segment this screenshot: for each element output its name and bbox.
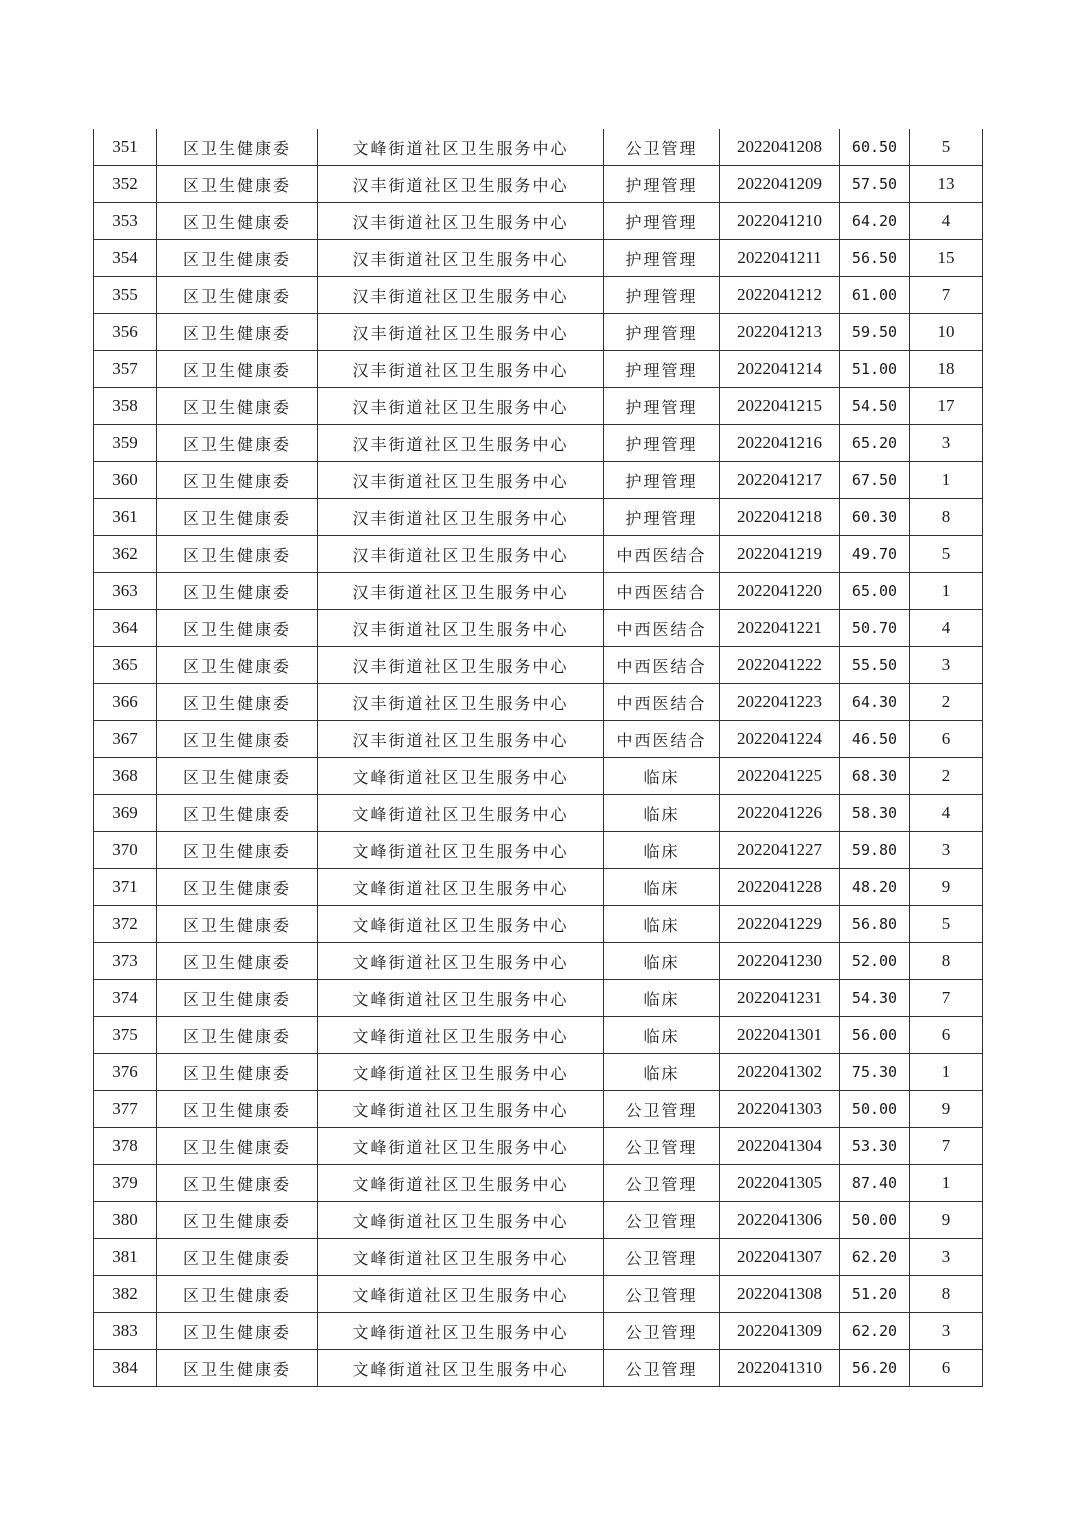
exam-number-cell: 2022041308 xyxy=(720,1276,840,1313)
seq-cell: 379 xyxy=(94,1165,157,1202)
exam-number-cell: 2022041210 xyxy=(720,203,840,240)
seq-cell: 355 xyxy=(94,277,157,314)
position-cell: 临床 xyxy=(604,869,720,906)
position-cell: 临床 xyxy=(604,980,720,1017)
department-cell: 区卫生健康委 xyxy=(157,1239,318,1276)
exam-number-cell: 2022041305 xyxy=(720,1165,840,1202)
seq-cell: 368 xyxy=(94,758,157,795)
table-row xyxy=(94,1165,983,1202)
department-cell: 区卫生健康委 xyxy=(157,351,318,388)
seq-cell: 367 xyxy=(94,721,157,758)
exam-number-cell: 2022041301 xyxy=(720,1017,840,1054)
rank-cell: 2 xyxy=(910,684,983,721)
department-cell: 区卫生健康委 xyxy=(157,980,318,1017)
rank-cell: 9 xyxy=(910,869,983,906)
rank-cell: 6 xyxy=(910,1017,983,1054)
seq-cell: 373 xyxy=(94,943,157,980)
department-cell: 区卫生健康委 xyxy=(157,1276,318,1313)
exam-number-cell: 2022041223 xyxy=(720,684,840,721)
rank-cell: 9 xyxy=(910,1202,983,1239)
exam-number-cell: 2022041208 xyxy=(720,129,840,166)
seq-cell: 356 xyxy=(94,314,157,351)
table-row xyxy=(94,1017,983,1054)
score-cell: 62.20 xyxy=(840,1239,910,1276)
table-row xyxy=(94,795,983,832)
score-cell: 55.50 xyxy=(840,647,910,684)
seq-cell: 370 xyxy=(94,832,157,869)
score-cell: 60.30 xyxy=(840,499,910,536)
exam-number-cell: 2022041219 xyxy=(720,536,840,573)
unit-cell: 汉丰街道社区卫生服务中心 xyxy=(318,721,604,758)
results-sheet xyxy=(93,129,982,1387)
position-cell: 护理管理 xyxy=(604,351,720,388)
score-cell: 52.00 xyxy=(840,943,910,980)
position-cell: 临床 xyxy=(604,758,720,795)
position-cell: 公卫管理 xyxy=(604,1091,720,1128)
rank-cell: 2 xyxy=(910,758,983,795)
unit-cell: 文峰街道社区卫生服务中心 xyxy=(318,943,604,980)
unit-cell: 汉丰街道社区卫生服务中心 xyxy=(318,610,604,647)
exam-number-cell: 2022041306 xyxy=(720,1202,840,1239)
seq-cell: 357 xyxy=(94,351,157,388)
rank-cell: 17 xyxy=(910,388,983,425)
rank-cell: 5 xyxy=(910,129,983,166)
rank-cell: 13 xyxy=(910,166,983,203)
score-cell: 53.30 xyxy=(840,1128,910,1165)
unit-cell: 汉丰街道社区卫生服务中心 xyxy=(318,684,604,721)
seq-cell: 377 xyxy=(94,1091,157,1128)
unit-cell: 汉丰街道社区卫生服务中心 xyxy=(318,573,604,610)
department-cell: 区卫生健康委 xyxy=(157,906,318,943)
seq-cell: 352 xyxy=(94,166,157,203)
position-cell: 中西医结合 xyxy=(604,647,720,684)
seq-cell: 360 xyxy=(94,462,157,499)
table-row xyxy=(94,573,983,610)
score-cell: 54.30 xyxy=(840,980,910,1017)
score-cell: 50.00 xyxy=(840,1202,910,1239)
department-cell: 区卫生健康委 xyxy=(157,166,318,203)
exam-number-cell: 2022041213 xyxy=(720,314,840,351)
rank-cell: 18 xyxy=(910,351,983,388)
exam-number-cell: 2022041224 xyxy=(720,721,840,758)
department-cell: 区卫生健康委 xyxy=(157,314,318,351)
seq-cell: 361 xyxy=(94,499,157,536)
score-cell: 58.30 xyxy=(840,795,910,832)
department-cell: 区卫生健康委 xyxy=(157,388,318,425)
position-cell: 公卫管理 xyxy=(604,1128,720,1165)
unit-cell: 文峰街道社区卫生服务中心 xyxy=(318,832,604,869)
score-cell: 65.00 xyxy=(840,573,910,610)
seq-cell: 362 xyxy=(94,536,157,573)
seq-cell: 384 xyxy=(94,1350,157,1387)
table-row xyxy=(94,943,983,980)
department-cell: 区卫生健康委 xyxy=(157,832,318,869)
score-cell: 61.00 xyxy=(840,277,910,314)
position-cell: 中西医结合 xyxy=(604,721,720,758)
unit-cell: 文峰街道社区卫生服务中心 xyxy=(318,980,604,1017)
position-cell: 中西医结合 xyxy=(604,536,720,573)
table-row xyxy=(94,129,983,166)
seq-cell: 378 xyxy=(94,1128,157,1165)
exam-number-cell: 2022041214 xyxy=(720,351,840,388)
seq-cell: 381 xyxy=(94,1239,157,1276)
rank-cell: 3 xyxy=(910,1239,983,1276)
table-row xyxy=(94,388,983,425)
score-cell: 49.70 xyxy=(840,536,910,573)
table-row xyxy=(94,1350,983,1387)
exam-number-cell: 2022041225 xyxy=(720,758,840,795)
seq-cell: 358 xyxy=(94,388,157,425)
unit-cell: 汉丰街道社区卫生服务中心 xyxy=(318,240,604,277)
seq-cell: 354 xyxy=(94,240,157,277)
position-cell: 护理管理 xyxy=(604,499,720,536)
seq-cell: 380 xyxy=(94,1202,157,1239)
rank-cell: 4 xyxy=(910,610,983,647)
results-table-body xyxy=(94,129,983,1387)
table-row xyxy=(94,869,983,906)
department-cell: 区卫生健康委 xyxy=(157,721,318,758)
rank-cell: 6 xyxy=(910,721,983,758)
rank-cell: 9 xyxy=(910,1091,983,1128)
rank-cell: 7 xyxy=(910,980,983,1017)
department-cell: 区卫生健康委 xyxy=(157,1017,318,1054)
unit-cell: 文峰街道社区卫生服务中心 xyxy=(318,1017,604,1054)
score-cell: 62.20 xyxy=(840,1313,910,1350)
table-row xyxy=(94,351,983,388)
seq-cell: 372 xyxy=(94,906,157,943)
exam-number-cell: 2022041211 xyxy=(720,240,840,277)
rank-cell: 4 xyxy=(910,795,983,832)
score-cell: 56.50 xyxy=(840,240,910,277)
table-row xyxy=(94,1091,983,1128)
exam-number-cell: 2022041221 xyxy=(720,610,840,647)
score-cell: 59.50 xyxy=(840,314,910,351)
score-cell: 56.00 xyxy=(840,1017,910,1054)
table-row xyxy=(94,277,983,314)
position-cell: 护理管理 xyxy=(604,314,720,351)
department-cell: 区卫生健康委 xyxy=(157,1202,318,1239)
seq-cell: 383 xyxy=(94,1313,157,1350)
seq-cell: 371 xyxy=(94,869,157,906)
rank-cell: 3 xyxy=(910,1313,983,1350)
position-cell: 中西医结合 xyxy=(604,684,720,721)
unit-cell: 汉丰街道社区卫生服务中心 xyxy=(318,499,604,536)
position-cell: 护理管理 xyxy=(604,425,720,462)
exam-number-cell: 2022041216 xyxy=(720,425,840,462)
score-cell: 56.20 xyxy=(840,1350,910,1387)
rank-cell: 1 xyxy=(910,573,983,610)
seq-cell: 369 xyxy=(94,795,157,832)
exam-number-cell: 2022041229 xyxy=(720,906,840,943)
table-row xyxy=(94,1313,983,1350)
position-cell: 公卫管理 xyxy=(604,1313,720,1350)
department-cell: 区卫生健康委 xyxy=(157,203,318,240)
position-cell: 护理管理 xyxy=(604,166,720,203)
unit-cell: 汉丰街道社区卫生服务中心 xyxy=(318,647,604,684)
seq-cell: 374 xyxy=(94,980,157,1017)
unit-cell: 文峰街道社区卫生服务中心 xyxy=(318,1239,604,1276)
unit-cell: 文峰街道社区卫生服务中心 xyxy=(318,1165,604,1202)
exam-number-cell: 2022041309 xyxy=(720,1313,840,1350)
rank-cell: 1 xyxy=(910,1165,983,1202)
table-row xyxy=(94,1276,983,1313)
department-cell: 区卫生健康委 xyxy=(157,869,318,906)
unit-cell: 文峰街道社区卫生服务中心 xyxy=(318,1276,604,1313)
table-row xyxy=(94,1202,983,1239)
table-row xyxy=(94,462,983,499)
position-cell: 公卫管理 xyxy=(604,1276,720,1313)
exam-number-cell: 2022041209 xyxy=(720,166,840,203)
rank-cell: 1 xyxy=(910,462,983,499)
score-cell: 51.00 xyxy=(840,351,910,388)
rank-cell: 3 xyxy=(910,647,983,684)
position-cell: 临床 xyxy=(604,832,720,869)
department-cell: 区卫生健康委 xyxy=(157,795,318,832)
department-cell: 区卫生健康委 xyxy=(157,1350,318,1387)
table-row xyxy=(94,906,983,943)
table-row xyxy=(94,1239,983,1276)
score-cell: 75.30 xyxy=(840,1054,910,1091)
position-cell: 护理管理 xyxy=(604,462,720,499)
unit-cell: 汉丰街道社区卫生服务中心 xyxy=(318,388,604,425)
rank-cell: 5 xyxy=(910,536,983,573)
unit-cell: 文峰街道社区卫生服务中心 xyxy=(318,129,604,166)
seq-cell: 382 xyxy=(94,1276,157,1313)
table-row xyxy=(94,832,983,869)
seq-cell: 359 xyxy=(94,425,157,462)
exam-number-cell: 2022041303 xyxy=(720,1091,840,1128)
seq-cell: 365 xyxy=(94,647,157,684)
unit-cell: 文峰街道社区卫生服务中心 xyxy=(318,906,604,943)
exam-number-cell: 2022041230 xyxy=(720,943,840,980)
score-cell: 64.30 xyxy=(840,684,910,721)
position-cell: 临床 xyxy=(604,943,720,980)
unit-cell: 汉丰街道社区卫生服务中心 xyxy=(318,462,604,499)
unit-cell: 文峰街道社区卫生服务中心 xyxy=(318,869,604,906)
score-cell: 46.50 xyxy=(840,721,910,758)
table-row xyxy=(94,240,983,277)
score-cell: 64.20 xyxy=(840,203,910,240)
score-cell: 67.50 xyxy=(840,462,910,499)
table-row xyxy=(94,610,983,647)
table-row xyxy=(94,647,983,684)
seq-cell: 376 xyxy=(94,1054,157,1091)
rank-cell: 15 xyxy=(910,240,983,277)
department-cell: 区卫生健康委 xyxy=(157,499,318,536)
table-row xyxy=(94,536,983,573)
position-cell: 临床 xyxy=(604,1054,720,1091)
department-cell: 区卫生健康委 xyxy=(157,462,318,499)
unit-cell: 汉丰街道社区卫生服务中心 xyxy=(318,314,604,351)
rank-cell: 8 xyxy=(910,943,983,980)
exam-number-cell: 2022041215 xyxy=(720,388,840,425)
position-cell: 中西医结合 xyxy=(604,610,720,647)
unit-cell: 汉丰街道社区卫生服务中心 xyxy=(318,536,604,573)
exam-number-cell: 2022041220 xyxy=(720,573,840,610)
seq-cell: 351 xyxy=(94,129,157,166)
unit-cell: 汉丰街道社区卫生服务中心 xyxy=(318,203,604,240)
rank-cell: 7 xyxy=(910,1128,983,1165)
rank-cell: 10 xyxy=(910,314,983,351)
score-cell: 65.20 xyxy=(840,425,910,462)
department-cell: 区卫生健康委 xyxy=(157,573,318,610)
seq-cell: 375 xyxy=(94,1017,157,1054)
score-cell: 56.80 xyxy=(840,906,910,943)
department-cell: 区卫生健康委 xyxy=(157,277,318,314)
exam-number-cell: 2022041231 xyxy=(720,980,840,1017)
seq-cell: 353 xyxy=(94,203,157,240)
rank-cell: 7 xyxy=(910,277,983,314)
position-cell: 临床 xyxy=(604,906,720,943)
rank-cell: 3 xyxy=(910,832,983,869)
unit-cell: 文峰街道社区卫生服务中心 xyxy=(318,758,604,795)
table-row xyxy=(94,721,983,758)
position-cell: 临床 xyxy=(604,795,720,832)
rank-cell: 4 xyxy=(910,203,983,240)
position-cell: 公卫管理 xyxy=(604,1350,720,1387)
position-cell: 护理管理 xyxy=(604,203,720,240)
department-cell: 区卫生健康委 xyxy=(157,943,318,980)
exam-number-cell: 2022041307 xyxy=(720,1239,840,1276)
table-row xyxy=(94,684,983,721)
exam-number-cell: 2022041228 xyxy=(720,869,840,906)
table-row xyxy=(94,203,983,240)
unit-cell: 文峰街道社区卫生服务中心 xyxy=(318,795,604,832)
table-row xyxy=(94,980,983,1017)
exam-number-cell: 2022041218 xyxy=(720,499,840,536)
unit-cell: 文峰街道社区卫生服务中心 xyxy=(318,1313,604,1350)
table-row xyxy=(94,314,983,351)
department-cell: 区卫生健康委 xyxy=(157,240,318,277)
exam-number-cell: 2022041222 xyxy=(720,647,840,684)
department-cell: 区卫生健康委 xyxy=(157,1091,318,1128)
department-cell: 区卫生健康委 xyxy=(157,647,318,684)
score-cell: 48.20 xyxy=(840,869,910,906)
results-table xyxy=(93,129,983,1387)
score-cell: 60.50 xyxy=(840,129,910,166)
position-cell: 护理管理 xyxy=(604,388,720,425)
exam-number-cell: 2022041217 xyxy=(720,462,840,499)
unit-cell: 文峰街道社区卫生服务中心 xyxy=(318,1054,604,1091)
score-cell: 68.30 xyxy=(840,758,910,795)
department-cell: 区卫生健康委 xyxy=(157,425,318,462)
unit-cell: 文峰街道社区卫生服务中心 xyxy=(318,1128,604,1165)
department-cell: 区卫生健康委 xyxy=(157,1313,318,1350)
rank-cell: 8 xyxy=(910,1276,983,1313)
position-cell: 护理管理 xyxy=(604,240,720,277)
rank-cell: 3 xyxy=(910,425,983,462)
seq-cell: 364 xyxy=(94,610,157,647)
score-cell: 50.70 xyxy=(840,610,910,647)
position-cell: 公卫管理 xyxy=(604,129,720,166)
department-cell: 区卫生健康委 xyxy=(157,129,318,166)
position-cell: 临床 xyxy=(604,1017,720,1054)
position-cell: 公卫管理 xyxy=(604,1239,720,1276)
department-cell: 区卫生健康委 xyxy=(157,684,318,721)
table-row xyxy=(94,1128,983,1165)
position-cell: 公卫管理 xyxy=(604,1202,720,1239)
rank-cell: 6 xyxy=(910,1350,983,1387)
score-cell: 59.80 xyxy=(840,832,910,869)
unit-cell: 汉丰街道社区卫生服务中心 xyxy=(318,351,604,388)
rank-cell: 1 xyxy=(910,1054,983,1091)
unit-cell: 汉丰街道社区卫生服务中心 xyxy=(318,425,604,462)
exam-number-cell: 2022041212 xyxy=(720,277,840,314)
position-cell: 中西医结合 xyxy=(604,573,720,610)
exam-number-cell: 2022041304 xyxy=(720,1128,840,1165)
rank-cell: 8 xyxy=(910,499,983,536)
score-cell: 50.00 xyxy=(840,1091,910,1128)
exam-number-cell: 2022041227 xyxy=(720,832,840,869)
exam-number-cell: 2022041310 xyxy=(720,1350,840,1387)
score-cell: 87.40 xyxy=(840,1165,910,1202)
exam-number-cell: 2022041226 xyxy=(720,795,840,832)
unit-cell: 文峰街道社区卫生服务中心 xyxy=(318,1202,604,1239)
table-row xyxy=(94,758,983,795)
unit-cell: 汉丰街道社区卫生服务中心 xyxy=(318,277,604,314)
table-row xyxy=(94,499,983,536)
position-cell: 公卫管理 xyxy=(604,1165,720,1202)
department-cell: 区卫生健康委 xyxy=(157,1165,318,1202)
seq-cell: 363 xyxy=(94,573,157,610)
unit-cell: 文峰街道社区卫生服务中心 xyxy=(318,1091,604,1128)
seq-cell: 366 xyxy=(94,684,157,721)
unit-cell: 文峰街道社区卫生服务中心 xyxy=(318,1350,604,1387)
position-cell: 护理管理 xyxy=(604,277,720,314)
score-cell: 57.50 xyxy=(840,166,910,203)
table-row xyxy=(94,166,983,203)
unit-cell: 汉丰街道社区卫生服务中心 xyxy=(318,166,604,203)
table-row xyxy=(94,425,983,462)
department-cell: 区卫生健康委 xyxy=(157,1128,318,1165)
department-cell: 区卫生健康委 xyxy=(157,1054,318,1091)
score-cell: 54.50 xyxy=(840,388,910,425)
rank-cell: 5 xyxy=(910,906,983,943)
department-cell: 区卫生健康委 xyxy=(157,536,318,573)
table-row xyxy=(94,1054,983,1091)
department-cell: 区卫生健康委 xyxy=(157,610,318,647)
score-cell: 51.20 xyxy=(840,1276,910,1313)
department-cell: 区卫生健康委 xyxy=(157,758,318,795)
exam-number-cell: 2022041302 xyxy=(720,1054,840,1091)
